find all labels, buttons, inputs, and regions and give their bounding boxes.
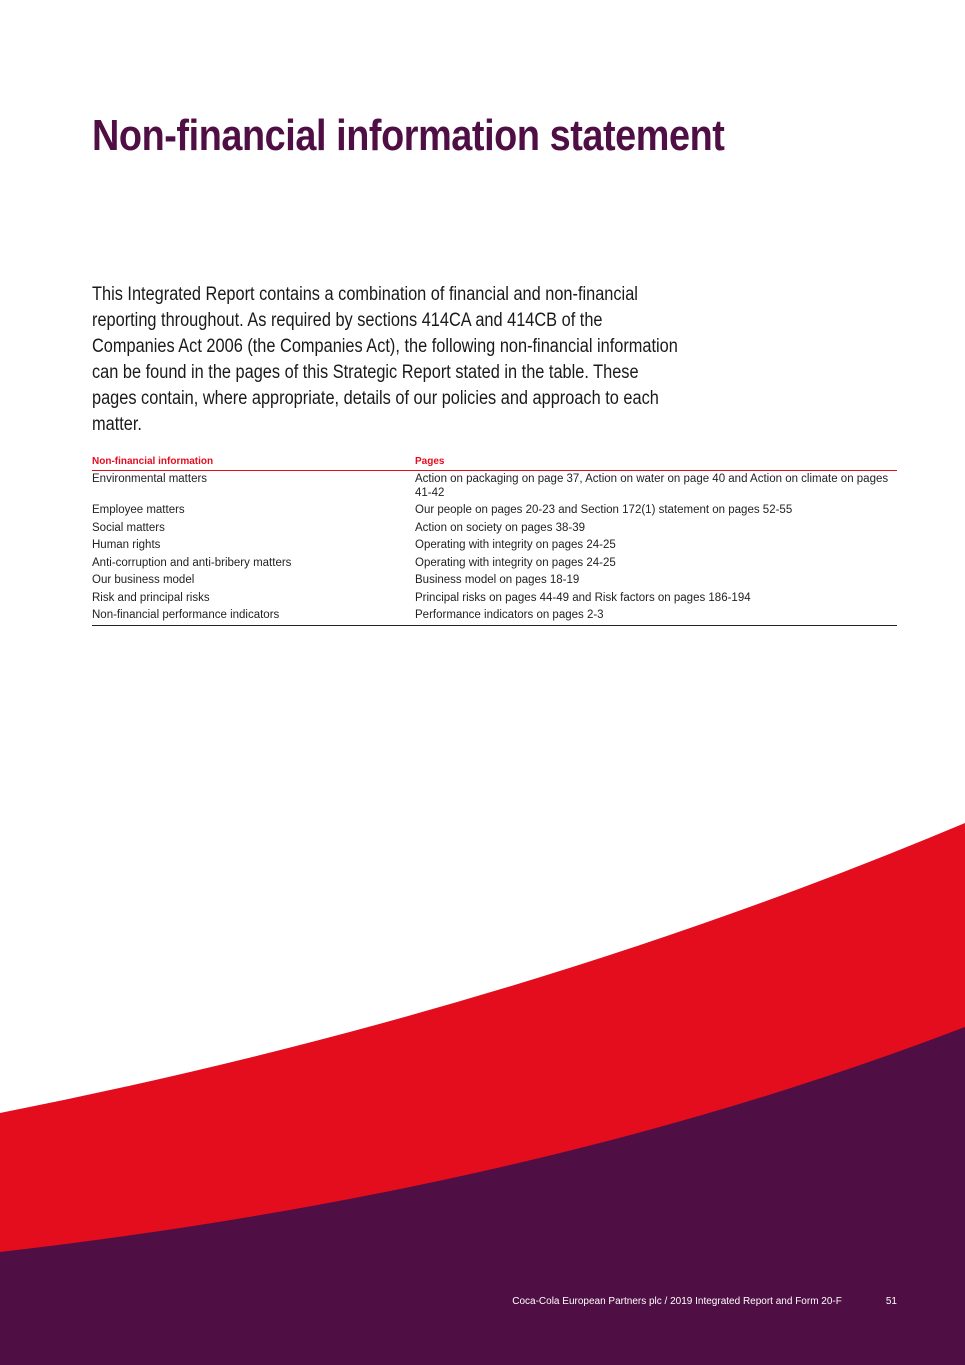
table-header-row xyxy=(92,455,897,471)
table-row xyxy=(92,537,897,555)
row-pages: Principal risks on pages 44-49 and Risk factors on pages 186-194 xyxy=(415,591,751,604)
table-row xyxy=(92,572,897,590)
row-matter: Non-financial performance indicators xyxy=(92,607,415,625)
intro-paragraph: This Integrated Report contains a combination of financial and non-financial reporting throughout. As required by sections 414CA and 414CB of the Companies Act 2006 (the Companies Act), the following non-financial information can be found in the pages of this Strategic Report stated in the table. These pages contain, where appropriate, details of our policies and approach to each matter. xyxy=(92,284,678,435)
row-pages: Action on society on pages 38-39 xyxy=(415,521,586,534)
page-footer xyxy=(0,1296,897,1307)
table-row xyxy=(92,471,897,503)
row-matter: Our business model xyxy=(92,574,195,586)
row-matter: Environmental matters xyxy=(92,473,208,485)
row-matter: Risk and principal risks xyxy=(92,591,210,604)
table-row xyxy=(92,520,897,538)
table-row xyxy=(92,555,897,573)
row-matter: Social matters xyxy=(92,521,165,534)
row-pages: Performance indicators on pages 2-3 xyxy=(415,607,897,625)
column-header-information: Non-financial information xyxy=(92,455,415,471)
row-matter: Employee matters xyxy=(92,504,185,516)
row-pages: Operating with integrity on pages 24-25 xyxy=(415,539,616,551)
non-financial-information-table xyxy=(92,455,897,626)
row-matter: Human rights xyxy=(92,539,161,551)
row-pages: Our people on pages 20-23 and Section 172(1) statement on pages 52-55 xyxy=(415,504,793,516)
table-row xyxy=(92,590,897,608)
page-number: 51 xyxy=(885,1296,897,1307)
table-row xyxy=(92,502,897,520)
footer-text: Coca-Cola European Partners plc / 2019 Integrated Report and Form 20-F xyxy=(512,1296,842,1307)
row-pages: Action on packaging on page 37, Action on water on page 40 and Action on climate on pages 41-42 xyxy=(415,473,889,499)
row-matter: Anti-corruption and anti-bribery matters xyxy=(92,556,292,569)
column-header-pages: Pages xyxy=(415,455,897,471)
table-row xyxy=(92,607,897,625)
row-pages: Operating with integrity on pages 24-25 xyxy=(415,556,616,569)
page-title: Non-financial information statement xyxy=(92,111,725,160)
row-pages: Business model on pages 18-19 xyxy=(415,574,580,586)
